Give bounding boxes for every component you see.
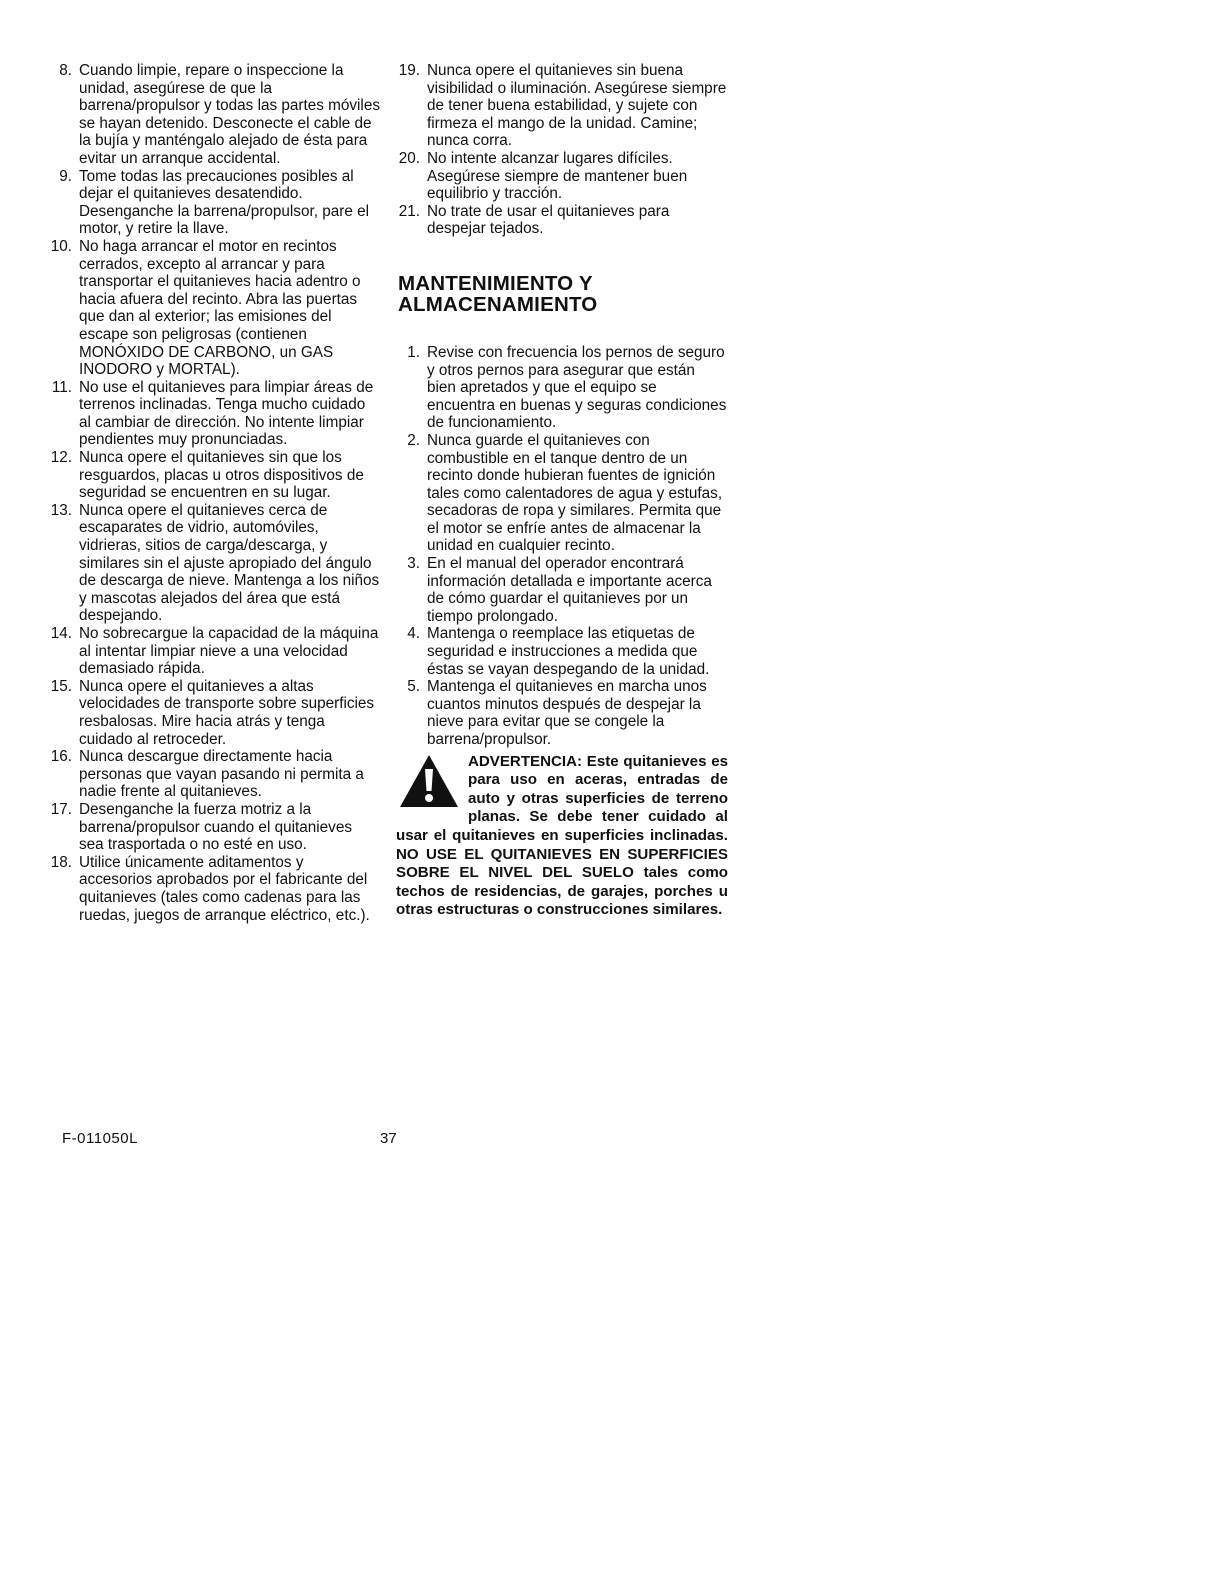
document-code: F-011050L: [62, 1130, 138, 1147]
safety-list-right: [396, 62, 728, 238]
list-item: 14. No sobrecargue la capacidad de la máquina al intentar limpiar nieve a una velocidad demasiado rápida.: [50, 625, 379, 678]
maintenance-list: [396, 344, 728, 749]
list-item: 3. En el manual del operador encontrará información detallada e importante acerca de cómo guardar el quitanieves por un tiempo prolongado.: [407, 555, 712, 625]
section-heading: MANTENIMIENTO Y ALMACENAMIENTO: [398, 271, 598, 317]
warning-triangle-icon: [398, 753, 460, 809]
list-item: 4. Mantenga o reemplace las etiquetas de seguridad e instrucciones a medida que éstas se vayan despegando de la unidad.: [407, 625, 710, 678]
list-item: 13. Nunca opere el quitanieves cerca de escaparates de vidrio, automóviles, vidrieras, sitios de carga/descarga, y similares sin el ajuste apropiado del ángulo de descarga de nieve. Mantenga a los niños y mascotas alejados del área que está despejando.: [50, 501, 380, 625]
list-item: 17. Desenganche la fuerza motriz a la barrena/propulsor cuando el quitanieves sea trasportada o no esté en uso.: [50, 800, 352, 854]
warning-text: ADVERTENCIA: Este quitanieves es para uso en aceras, entradas de auto y otras superficies de terreno planas. Se debe tener cuidado al usar el quitanieves en superficies inclinadas. NO USE EL QUITANIEVES EN SUPERFICIES SOBRE EL NIVEL DEL SUELO tales como techos de residencias, de garajes, porches u otras estructuras o construcciones similares.: [396, 752, 728, 919]
list-item: 5. Mantenga el quitanieves en marcha unos cuantos minutos después de despejar la nieve para evitar que se congele la barrena/propulsor.: [407, 678, 707, 748]
list-item: 12. Nunca opere el quitanieves sin que los resguardos, placas u otros dispositivos de seguridad se encuentren en su lugar.: [50, 449, 364, 502]
page-number: 37: [380, 1130, 397, 1147]
list-item: 19. Nunca opere el quitanieves sin buena visibilidad o iluminación. Asegúrese siempre de tener buena estabilidad, y sujete con firmeza el mango de la unidad. Camine; nunca corra.: [398, 62, 727, 150]
list-item: 15. Nunca opere el quitanieves a altas velocidades de transporte sobre superficies resbalosas. Mire hacia atrás y tenga cuidado al retroceder.: [50, 677, 375, 748]
list-item: 20. No intente alcanzar lugares difíciles. Asegúrese siempre de mantener buen equilibrio y tracción.: [398, 149, 688, 203]
left-column: [48, 62, 380, 924]
list-item: 11. No use el quitanieves para limpiar áreas de terrenos inclinadas. Tenga mucho cuidado al cambiar de dirección. No intente limpiar pendientes muy pronunciadas.: [51, 378, 374, 449]
list-item: 9. Tome todas las precauciones posibles al dejar el quitanieves desatendido. Desenganche la barrena/propulsor, pare el motor, y retire la llave.: [59, 167, 369, 238]
list-item: 18. Utilice únicamente aditamentos y accesorios aprobados por el fabricante del quitanieves (tales como cadenas para las ruedas, juegos de arranque eléctrico, etc.).: [50, 853, 370, 924]
list-item: 1. Revise con frecuencia los pernos de seguro y otros pernos para asegurar que están bien apretados y que el equipo se encuentra en buenas y seguras condiciones de funcionamiento.: [407, 343, 727, 432]
warning-block: [396, 753, 728, 920]
list-item: 10. No haga arrancar el motor en recintos cerrados, excepto al arrancar y para transportar el quitanieves hacia adentro o hacia afuera del recinto. Abra las puertas que dan al exterior; las emisiones del escape son peligrosas (contienen MONÓXIDO DE CARBONO, un GAS INODORO y MORTAL).: [50, 237, 361, 379]
list-item: 16. Nunca descargue directamente hacia personas que vayan pasando ni permita a nadie frente al quitanieves.: [50, 748, 364, 801]
list-item: 8. Cuando limpie, repare o inspeccione la unidad, asegúrese de que la barrena/propulsor y todas las partes móviles se hayan detenido. Desconecte el cable de la bujía y manténgalo alejado de ésta para evitar un arranque accidental.: [59, 62, 380, 167]
list-item: 21. No trate de usar el quitanieves para despejar tejados.: [398, 202, 670, 238]
list-item: 2. Nunca guarde el quitanieves con combustible en el tanque dentro de un recinto donde hubieran fuentes de ignición tales como calentadores de agua y estufas, secadoras de ropa y similares. Permita que el motor se enfríe antes de almacenar la unidad en cualquier recinto.: [407, 431, 723, 555]
safety-list-left: [48, 62, 380, 924]
right-column: [396, 62, 728, 920]
